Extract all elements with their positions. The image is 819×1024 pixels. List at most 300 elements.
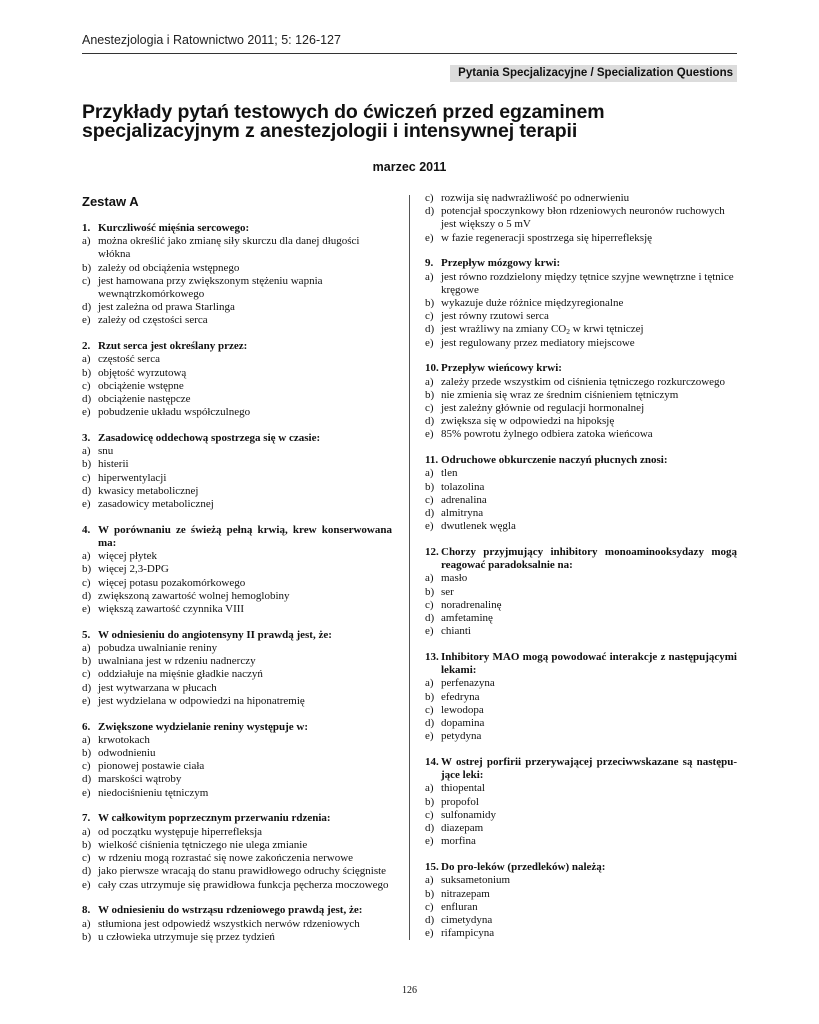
option-letter: d)	[425, 913, 435, 926]
question-heading	[425, 546, 737, 572]
option-text: pobudza uwalnianie reniny	[98, 642, 218, 655]
option-text: oddziałuje na mięśnie gładkie naczyń	[98, 668, 263, 681]
answer-option	[425, 730, 737, 743]
option-letter: b)	[82, 366, 92, 379]
answer-option	[425, 927, 737, 940]
option-text: jako pierwsze wracają do stanu prawidłowego odruchy ścięgniste	[98, 865, 387, 878]
option-text: obciążenie wstępne	[98, 379, 184, 392]
answer-option	[82, 577, 392, 590]
option-text: częstość serca	[98, 353, 160, 366]
answer-option	[425, 192, 737, 205]
option-letter: e)	[82, 406, 91, 419]
option-letter: c)	[82, 379, 91, 392]
option-text: pobudzenie układu współczulnego	[98, 406, 251, 419]
option-letter: c)	[82, 760, 91, 773]
option-letter: b)	[82, 458, 92, 471]
option-text: wykazuje duże różnice międzyregionalne	[441, 297, 624, 310]
answer-option	[425, 822, 737, 835]
answer-option	[82, 642, 392, 655]
option-text: petydyna	[441, 730, 482, 743]
question-number: 11.	[425, 454, 439, 467]
answer-option	[82, 747, 392, 760]
option-letter: a)	[82, 445, 91, 458]
answer-option	[82, 879, 392, 892]
option-letter: d)	[82, 484, 92, 497]
question-number: 8.	[82, 904, 91, 917]
option-text: cimetydyna	[441, 913, 493, 926]
option-letter: d)	[82, 589, 92, 602]
page-number: 126	[402, 985, 417, 996]
option-letter: d)	[82, 865, 92, 878]
option-text: perfenazyna	[441, 677, 495, 690]
option-text: enfluran	[441, 900, 478, 913]
question-number: 1.	[82, 222, 91, 234]
option-text: rifampicyna	[441, 927, 495, 940]
option-letter: b)	[425, 297, 435, 310]
question-11	[425, 454, 737, 533]
question-8	[82, 904, 392, 944]
answer-option	[425, 428, 737, 441]
option-text: sulfonamidy	[441, 808, 496, 821]
option-letter: c)	[425, 493, 434, 506]
question-number: 2.	[82, 340, 91, 353]
question-number: 14.	[425, 756, 439, 769]
answer-option	[82, 590, 392, 603]
option-text: adrenalina	[441, 493, 487, 506]
option-text	[441, 323, 737, 336]
option-text: almitryna	[441, 507, 484, 520]
option-letter: c)	[425, 598, 434, 611]
answer-option	[82, 301, 392, 314]
question-heading	[425, 651, 737, 677]
option-text: ser	[441, 585, 454, 598]
answer-option	[425, 809, 737, 822]
question-text: W całkowitym poprzecznym przerwaniu rdzenia:	[98, 812, 331, 825]
option-text-part: w krwi tętniczej	[570, 323, 644, 336]
answer-option	[82, 734, 392, 747]
question-12	[425, 546, 737, 638]
option-letter: b)	[82, 563, 92, 576]
question-text: W porównaniu ze świeżą pełną krwią, krew konserwowana ma:	[98, 523, 392, 550]
option-text: zależy od częstości serca	[98, 314, 208, 327]
question-heading	[425, 362, 737, 375]
left-column	[82, 194, 392, 957]
answer-option	[82, 826, 392, 839]
question-heading	[82, 222, 392, 235]
answer-option	[425, 796, 737, 809]
option-letter: a)	[425, 375, 434, 388]
option-letter: e)	[82, 314, 91, 327]
answer-option	[82, 262, 392, 275]
option-letter: d)	[425, 507, 435, 520]
option-letter: d)	[82, 301, 92, 314]
answer-option	[82, 472, 392, 485]
option-letter: d)	[425, 822, 435, 835]
option-text: zależy przede wszystkim od ciśnienia tętniczego rozkurczowego	[441, 375, 726, 388]
answer-option	[82, 445, 392, 458]
answer-option	[82, 563, 392, 576]
option-text: odwodnieniu	[98, 747, 156, 760]
question-number: 10.	[425, 362, 439, 375]
answer-option	[82, 682, 392, 695]
option-text: 85% powrotu żylnego odbiera zatoka wieńcowa	[441, 428, 653, 441]
right-question-list	[425, 362, 737, 940]
option-text: tlen	[441, 467, 458, 480]
question-heading	[82, 524, 392, 550]
option-text: efedryna	[441, 690, 480, 703]
answer-option	[82, 931, 392, 944]
answer-option	[425, 323, 737, 336]
option-text: hiperwentylacji	[98, 471, 167, 484]
option-letter: e)	[82, 498, 91, 511]
option-text: obciążenie następcze	[98, 393, 191, 406]
question-heading	[425, 861, 737, 874]
question-14	[425, 756, 737, 848]
question-heading	[82, 812, 392, 825]
answer-option	[425, 704, 737, 717]
right-column	[425, 192, 737, 953]
option-text: marskości wątroby	[98, 773, 182, 786]
option-text: zwiększoną zawartość wolnej hemoglobiny	[98, 589, 290, 602]
answer-option	[82, 458, 392, 471]
option-letter: e)	[82, 878, 91, 891]
answer-option	[425, 415, 737, 428]
question-text: Rzut serca jest określany przez:	[98, 340, 248, 353]
question-4	[82, 524, 392, 616]
answer-option	[425, 835, 737, 848]
option-letter: c)	[425, 310, 434, 323]
answer-option	[425, 612, 737, 625]
option-letter: a)	[425, 467, 434, 480]
question-heading	[82, 721, 392, 734]
question-text: W ostrej porfirii przerywającej przeciwwskazane są następujące leki:	[441, 756, 737, 782]
option-text: zasadowicy metabolicznej	[98, 498, 214, 511]
option-text: snu	[98, 445, 114, 458]
set-title: Zestaw A	[82, 194, 139, 209]
option-letter: b)	[425, 388, 435, 401]
question-7	[82, 812, 392, 891]
answer-option	[82, 275, 392, 301]
answer-option	[425, 888, 737, 901]
option-text: w rdzeniu mogą rozrastać się nowe zakończenia nerwowe	[98, 852, 354, 865]
option-letter: b)	[425, 585, 435, 598]
question-text: Inhibitory MAO mogą powodować interakcje z następującymi lekami:	[441, 651, 737, 677]
option-text: thiopental	[441, 782, 485, 795]
option-letter: c)	[425, 703, 434, 716]
option-text: więcej potasu pozakomórkowego	[98, 576, 246, 589]
option-text: jest wydzielana w odpowiedzi na hiponatremię	[98, 694, 305, 707]
question-text: Chorzy przyjmujący inhibitory monoaminooksydazy mogą reagować paradoksalnie na:	[441, 546, 737, 572]
option-letter: c)	[425, 900, 434, 913]
option-text: diazepam	[441, 822, 484, 835]
answer-option	[82, 773, 392, 786]
option-text: więcej płytek	[98, 550, 157, 563]
answer-option	[425, 507, 737, 520]
question-heading	[82, 629, 392, 642]
question-number: 13.	[425, 651, 439, 664]
left-question-list	[82, 222, 392, 944]
answer-option	[425, 572, 737, 585]
question-text: W odniesieniu do wstrząsu rdzeniowego prawdą jest, że:	[98, 904, 363, 917]
option-letter: c)	[82, 576, 91, 589]
question-heading	[425, 454, 737, 467]
question-text: Kurczliwość mięśnia sercowego:	[98, 222, 250, 234]
answer-option	[82, 603, 392, 616]
question-number: 3.	[82, 432, 91, 445]
option-text: morfina	[441, 835, 476, 848]
section-label: Pytania Specjalizacyjne / Specialization Questions	[450, 65, 737, 82]
option-text: u człowieka utrzymuje się przez tydzień	[98, 930, 275, 943]
option-text: krwotokach	[98, 733, 150, 746]
option-letter: e)	[425, 835, 434, 848]
option-letter: b)	[425, 480, 435, 493]
question-3	[82, 432, 392, 511]
option-text: uwalniana jest w rdzeniu nadnerczy	[98, 655, 256, 668]
subscript: 2	[566, 327, 570, 337]
option-text: jest równo rozdzielony między tętnice szyjne wewnętrzne i tętnice kręgowe	[441, 270, 734, 296]
answer-option	[425, 467, 737, 480]
option-letter: b)	[82, 261, 92, 274]
question-text: W odniesieniu do angiotensyny II prawdą jest, że:	[98, 628, 332, 641]
option-text: jest wytwarzana w płucach	[98, 681, 217, 694]
option-letter: e)	[425, 231, 434, 244]
answer-option	[82, 235, 392, 261]
answer-option	[425, 914, 737, 927]
option-letter: d)	[82, 393, 92, 406]
answer-option	[82, 498, 392, 511]
option-letter: c)	[425, 808, 434, 821]
option-letter: e)	[425, 625, 434, 638]
option-letter: b)	[82, 655, 92, 668]
option-letter: b)	[425, 795, 435, 808]
answer-option	[425, 376, 737, 389]
option-text: objętość wyrzutową	[98, 366, 187, 379]
option-text: pionowej postawie ciała	[98, 760, 205, 773]
answer-option	[425, 271, 737, 297]
option-text: suksametonium	[441, 874, 511, 887]
answer-option	[82, 406, 392, 419]
option-text: można określić jako zmianę siły skurczu dla danej długości włókna	[98, 235, 360, 261]
option-letter: e)	[425, 428, 434, 441]
answer-option	[425, 901, 737, 914]
option-text: jest równy rzutowi serca	[441, 310, 549, 323]
answer-option	[82, 393, 392, 406]
answer-option	[82, 550, 392, 563]
answer-option	[425, 677, 737, 690]
question-number: 4.	[82, 523, 91, 536]
question-number: 9.	[425, 257, 434, 270]
question-number: 7.	[82, 812, 91, 825]
option-letter: e)	[425, 927, 434, 940]
question-text: Zasadowicę oddechową spostrzega się w czasie:	[98, 432, 321, 445]
question-6	[82, 721, 392, 800]
option-text: cały czas utrzymuje się prawidłowa funkcja pęcherza moczowego	[98, 878, 389, 891]
option-letter: e)	[82, 786, 91, 799]
article-title: Przykłady pytań testowych do ćwiczeń przed egzaminem specjalizacyjnym z anestezjologii i intensywnej terapii	[82, 101, 605, 142]
option-text: tolazolina	[441, 480, 485, 493]
question-heading	[82, 432, 392, 445]
option-letter: e)	[425, 520, 434, 533]
option-text: noradrenalinę	[441, 598, 502, 611]
question-8-continued	[425, 192, 737, 245]
question-9	[425, 257, 737, 349]
option-letter: d)	[82, 681, 92, 694]
answer-option	[425, 337, 737, 350]
option-letter: a)	[425, 874, 434, 887]
answer-option	[82, 314, 392, 327]
answer-option	[82, 353, 392, 366]
option-text: więcej 2,3-DPG	[98, 563, 169, 576]
option-text: od początku występuje hiperrefleksja	[98, 825, 263, 838]
option-text: jest zależna od prawa Starlinga	[98, 301, 235, 314]
option-letter: d)	[425, 612, 435, 625]
question-5	[82, 629, 392, 708]
answer-option	[425, 297, 737, 310]
answer-option	[425, 717, 737, 730]
option-text: propofol	[441, 795, 479, 808]
option-text: większą zawartość czynnika VIII	[98, 603, 245, 616]
answer-option	[82, 485, 392, 498]
question-text: Przepływ mózgowy krwi:	[441, 257, 561, 270]
question-2	[82, 340, 392, 419]
answer-option	[82, 852, 392, 865]
option-letter: b)	[82, 747, 92, 760]
answer-option	[82, 760, 392, 773]
article-date: marzec 2011	[372, 160, 447, 174]
option-text: histerii	[98, 458, 129, 471]
option-letter: d)	[425, 717, 435, 730]
question-10	[425, 362, 737, 441]
option-letter: a)	[82, 642, 91, 655]
option-letter: b)	[425, 887, 435, 900]
option-text: amfetaminę	[441, 612, 493, 625]
answer-option	[425, 599, 737, 612]
answer-option	[82, 695, 392, 708]
question-text: Odruchowe obkurczenie naczyń płucnych znosi:	[441, 454, 668, 467]
answer-option	[82, 367, 392, 380]
option-text: rozwija się nadwrażliwość po odnerwieniu	[441, 192, 630, 204]
option-letter: a)	[425, 677, 434, 690]
question-text: Przepływ wieńcowy krwi:	[441, 362, 562, 375]
answer-option	[425, 691, 737, 704]
question-number: 15.	[425, 861, 439, 874]
answer-option	[425, 494, 737, 507]
option-letter: e)	[425, 730, 434, 743]
answer-option	[425, 389, 737, 402]
option-text: lewodopa	[441, 703, 484, 716]
answer-option	[82, 918, 392, 931]
option-text: niedociśnieniu tętniczym	[98, 786, 209, 799]
option-text: nie zmienia się wraz ze średnim ciśnieniem tętniczym	[441, 388, 679, 401]
question-number: 12.	[425, 546, 439, 559]
option-letter: c)	[82, 852, 91, 865]
answer-option	[82, 380, 392, 393]
answer-option	[425, 782, 737, 795]
question-heading	[425, 756, 737, 782]
option-letter: a)	[425, 782, 434, 795]
option-letter: a)	[82, 733, 91, 746]
answer-option	[82, 839, 392, 852]
option-letter: c)	[425, 402, 434, 415]
option-letter: a)	[82, 550, 91, 563]
option-text: dopamina	[441, 717, 485, 730]
option-letter: b)	[82, 930, 92, 943]
answer-option	[82, 668, 392, 681]
option-letter: c)	[82, 471, 91, 484]
option-letter: d)	[82, 773, 92, 786]
option-text: jest hamowana przy zwiększonym stężeniu wapnia wewnątrzkomórkowego	[98, 274, 323, 301]
question-15	[425, 861, 737, 940]
answer-option	[425, 232, 737, 245]
option-text: wielkość ciśnienia tętniczego nie ulega zmianie	[98, 838, 308, 851]
option-text: zależy od obciążenia wstępnego	[98, 261, 240, 274]
option-letter: e)	[82, 694, 91, 707]
header-rule	[82, 53, 737, 54]
option-text: potencjał spoczynkowy błon rdzeniowych neuronów ruchowych jest większy o 5 mV	[441, 205, 725, 231]
question-number: 5.	[82, 628, 91, 641]
option-text-part: jest wrażliwy na zmiany CO	[441, 323, 567, 336]
option-letter: b)	[425, 690, 435, 703]
option-letter: e)	[82, 603, 91, 616]
option-letter: c)	[82, 274, 91, 287]
question-text: Do pro-leków (przedleków) należą:	[441, 861, 606, 874]
option-text: jest zależny głównie od regulacji hormonalnej	[441, 402, 645, 415]
option-letter: a)	[82, 353, 91, 366]
answer-option	[425, 402, 737, 415]
option-text: stłumiona jest odpowiedź wszystkich nerwów rdzeniowych	[98, 917, 360, 930]
answer-option	[425, 481, 737, 494]
option-text: nitrazepam	[441, 887, 490, 900]
question-heading	[425, 257, 737, 270]
journal-citation: Anestezjologia i Ratownictwo 2011; 5: 126-127	[82, 33, 341, 47]
answer-option	[82, 865, 392, 878]
answer-option	[425, 520, 737, 533]
answer-option	[425, 205, 737, 231]
answer-option	[82, 655, 392, 668]
option-letter: a)	[425, 270, 434, 283]
question-number: 6.	[82, 720, 91, 733]
column-divider	[409, 195, 410, 940]
option-letter: d)	[425, 205, 435, 218]
option-letter: c)	[82, 668, 91, 681]
option-letter: b)	[82, 838, 92, 851]
answer-option	[425, 310, 737, 323]
question-13	[425, 651, 737, 743]
option-text: zwiększa się w odpowiedzi na hipoksję	[441, 415, 615, 428]
option-letter: a)	[425, 572, 434, 585]
option-letter: e)	[425, 336, 434, 349]
option-letter: c)	[425, 192, 434, 204]
answer-option	[425, 625, 737, 638]
option-text: dwutlenek węgla	[441, 520, 516, 533]
question-heading	[82, 904, 392, 917]
option-letter: d)	[425, 415, 435, 428]
option-text: chianti	[441, 625, 471, 638]
option-letter: d)	[425, 323, 435, 336]
answer-option	[425, 874, 737, 887]
question-heading	[82, 340, 392, 353]
option-text: masło	[441, 572, 468, 585]
option-letter: a)	[82, 825, 91, 838]
option-letter: a)	[82, 235, 91, 248]
option-text: kwasicy metabolicznej	[98, 484, 199, 497]
option-letter: a)	[82, 917, 91, 930]
question-1	[82, 222, 392, 328]
answer-option	[82, 787, 392, 800]
option-text: w fazie regeneracji spostrzega się hiperrefleksję	[441, 231, 653, 244]
option-text: jest regulowany przez mediatory miejscowe	[441, 336, 635, 349]
question-text: Zwiększone wydzielanie reniny występuje w:	[98, 720, 309, 733]
